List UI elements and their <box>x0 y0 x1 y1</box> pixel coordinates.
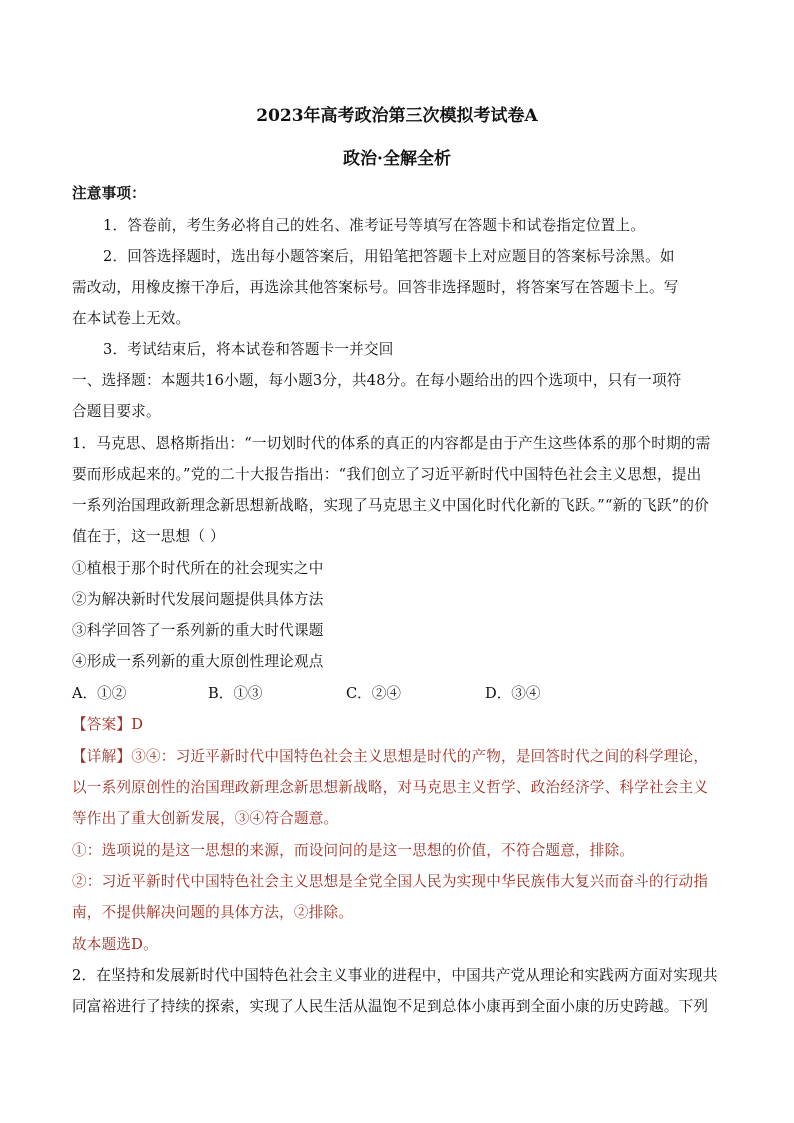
q1-detail-5: ②：习近平新时代中国特色社会主义思想是全党全国人民为实现中华民族伟大复兴而奋斗的行动指 <box>72 873 709 890</box>
q1-option-d: D．③④ <box>485 685 541 702</box>
notice-item-2-end: 在本试卷上无效。 <box>72 310 191 327</box>
q1-option-a: A．①② <box>72 685 127 702</box>
notice-item-2: 2．回答选择题时，选出每小题答案后，用铅笔把答题卡上对应题目的答案标号涂黑。如 <box>103 248 675 265</box>
q1-detail-3: 等作出了重大创新发展，③④符合题意。 <box>72 810 339 827</box>
notice-item-1: 1．答卷前，考生务必将自己的姓名、准考证号等填写在答题卡和试卷指定位置上。 <box>103 217 646 234</box>
page-title: 2023年高考政治第三次模拟考试卷A <box>256 106 538 126</box>
q1-detail-4: ①：选项说的是这一思想的来源，而设问问的是这一思想的价值，不符合题意，排除。 <box>72 842 635 859</box>
q1-conclusion: 故本题选D。 <box>72 936 158 953</box>
notice-item-2-cont: 需改动，用橡皮擦干净后，再选涂其他答案标号。回答非选择题时，将答案写在答题卡上。写 <box>72 279 679 296</box>
q1-statement-2: ②为解决新时代发展问题提供具体方法 <box>72 591 324 608</box>
q2-stem: 2．在坚持和发展新时代中国特色社会主义事业的进程中，中国共产党从理论和实践两方面对实现共 <box>72 967 718 984</box>
q1-detail <box>72 747 732 767</box>
q1-detail-2: 以一系列原创性的治国理政新理念新思想新战略，对马克思主义哲学、政治经济学、科学社会主义 <box>72 779 709 796</box>
q1-stem-2: 要而形成起来的。”党的二十大报告指出：“我们创立了习近平新时代中国特色社会主义思想，提出 <box>72 466 702 483</box>
q1-detail-6: 南，不提供解决问题的具体方法，②排除。 <box>72 904 354 921</box>
page-subtitle: 政治·全解全析 <box>343 149 451 169</box>
detail-label: 【详解】 <box>72 748 132 765</box>
answer-value: D <box>131 716 144 733</box>
q1-statement-4: ④形成一系列新的重大原创性理论观点 <box>72 653 324 670</box>
detail-text: ③④：习近平新时代中国特色社会主义思想是时代的产物，是回答时代之间的科学理论， <box>131 748 709 765</box>
section-heading: 一、选择题：本题共16小题，每小题3分，共48分。在每小题给出的四个选项中，只有一项符 <box>72 372 682 389</box>
q1-statement-3: ③科学回答了一系列新的重大时代课题 <box>72 622 324 639</box>
q1-stem-4: 值在于，这一思想（ ） <box>72 528 225 545</box>
section-heading-cont: 合题目要求。 <box>72 403 161 420</box>
q1-stem: 1．马克思、恩格斯指出：“一切划时代的体系的真正的内容都是由于产生这些体系的那个时期的需 <box>72 435 711 452</box>
q1-answer <box>72 715 732 735</box>
notice-item-3: 3．考试结束后，将本试卷和答题卡一并交回 <box>103 341 394 358</box>
q1-statement-1: ①植根于那个时代所在的社会现实之中 <box>72 560 324 577</box>
q2-stem-2: 同富裕进行了持续的探索，实现了人民生活从温饱不足到总体小康再到全面小康的历史跨越。下列 <box>72 998 709 1015</box>
notice-heading: 注意事项： <box>72 185 146 202</box>
q1-option-c: C．②④ <box>346 685 401 702</box>
q1-option-b: B．①③ <box>208 685 263 702</box>
answer-label: 【答案】 <box>72 716 132 733</box>
q1-stem-3: 一系列治国理政新理念新思想新战略，实现了马克思主义中国化时代化新的飞跃。”“新的飞跃”的价 <box>72 497 710 514</box>
